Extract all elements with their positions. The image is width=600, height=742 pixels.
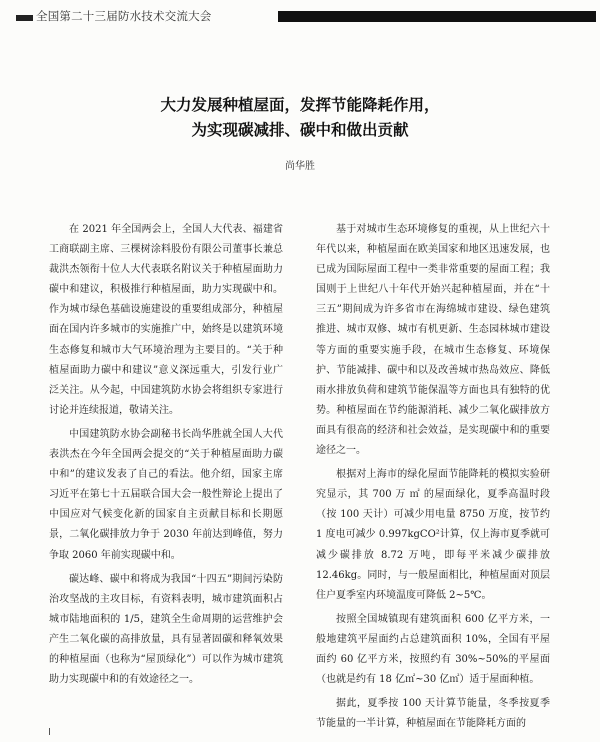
paragraph: 按照全国城镇现有建筑面积 600 亿平方米，一般地建筑平屋面约占总建筑面积 10%，全国有平屋面约 60 亿平方米，按照约有 30%~50%的平屋面（也就是约有 18 亿㎡~30 亿㎡）适于屋面种植。 [316, 613, 550, 686]
article-title-line-2: 为实现碳减排、碳中和做出贡献 [191, 121, 409, 139]
paragraph: 根据对上海市的绿化屋面节能降耗的模拟实验研究显示，其 700 万 ㎡ 的屋面绿化，夏季高温时段（按 100 天计）可减少用电量 8750 万度，按节约 1 度电可减少 0.997kgCO²计算，仅上海市夏季就可减少碳排放 8.72 万吨，即每平米减少碳排放 12.46kg。同时，与一般屋面相比，种植屋面对顶层住户夏季室内环境温度可降低 2~5℃。 [316, 469, 550, 601]
article-title-line-1: 大力发展种植屋面，发挥节能降耗作用， [160, 96, 440, 114]
page-mark [49, 728, 50, 735]
running-header [0, 6, 600, 24]
paragraph: 中国建筑防水协会副秘书长尚华胜就全国人大代表洪杰在今年全国两会提交的“关于种植屋面助力碳中和”的建议发表了自己的看法。他介绍，国家主席习近平在第七十五届联合国大会一般性辩论上提出了中国应对气候变化新的国家自主贡献目标和长期愿景，二氧化碳排放力争于 2030 年前达到峰值，努力争取 2060 年前实现碳中和。 [49, 428, 283, 561]
paragraph: 据此，夏季按 100 天计算节能量，冬季按夏季节能量的一半计算，种植屋面在节能降耗方面的 [316, 698, 550, 730]
paragraph: 在 2021 年全国两会上，全国人大代表、福建省工商联副主席、三棵树涂料股份有限公司董事长兼总裁洪杰领衔十位人大代表联名附议关于种植屋面助力碳中和建议，积极推行种植屋面，助力实现碳中和。作为城市绿色基础设施建设的重要组成部分，种植屋面在国内许多城市的实施推广中，始终是以建筑环境生态修复和城市大气环境治理为主要目的。“关于种植屋面助力碳中和建议”意义深远重大，引发行业广泛关注。从今起，中国建筑防水协会将组织专家进行讨论并连续报道，敬请关注。 [49, 224, 283, 416]
header-marker [16, 15, 33, 21]
running-title: 全国第二十三届防水技术交流大会 [36, 9, 212, 23]
header-rule [278, 11, 596, 22]
left-column [49, 220, 283, 694]
paragraph: 碳达峰、碳中和将成为我国“十四五”期间污染防治攻坚战的主攻目标，有资料表明，城市建筑面积占城市陆地面积的 1/5，建筑全生命周期的运营维护会产生二氧化碳的高排放量，具有显著固碳和释氧效果的种植屋面（也称为“屋顶绿化”）可以作为城市建筑助力实现碳中和的有效途径之一。 [49, 573, 283, 686]
paragraph: 基于对城市生态环境修复的重视，从上世纪六十年代以来，种植屋面在欧美国家和地区迅速发展，也已成为国际屋面工程中一类非常重要的屋面工程；我国则于上世纪八十年代开始兴起种植屋面，并在“十三五”期间成为许多省市在海绵城市建设、绿色建筑推进、城市双修、城市有机更新、生态园林城市建设等方面的重要实施手段，在城市生态修复、环境保护、节能减排、碳中和以及改善城市热岛效应、降低雨水排放负荷和建筑节能保温等方面也具有独特的优势。种植屋面在节约能源消耗、减少二氧化碳排放方面具有很高的经济和社会效益，是实现碳中和的重要途径之一。 [316, 224, 550, 457]
right-column [316, 220, 550, 738]
article-author: 尚华胜 [285, 161, 315, 172]
